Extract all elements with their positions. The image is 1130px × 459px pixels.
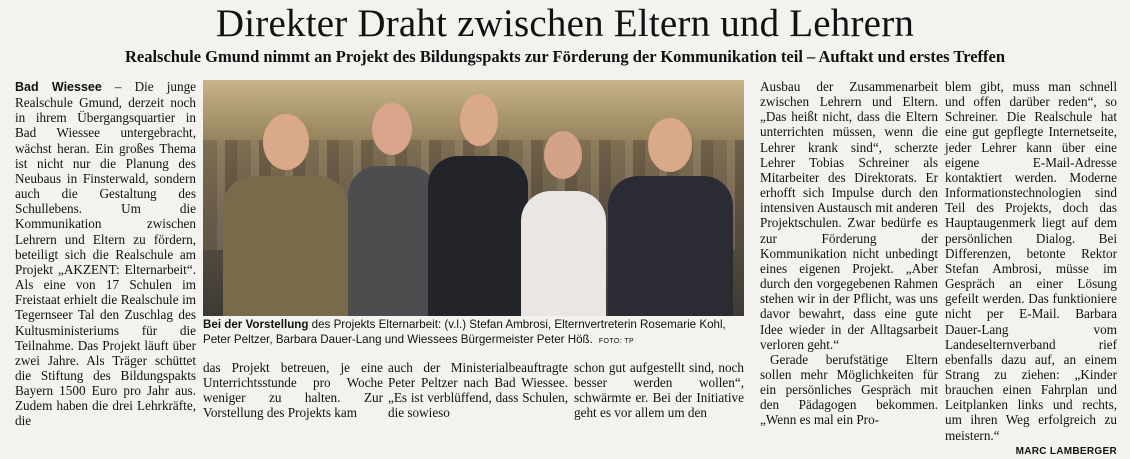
person-figure	[608, 116, 733, 316]
person-figure	[521, 131, 606, 316]
column-5-text-a: Ausbau der Zusammenarbeit zwischen Lehrern und Eltern. „Das heißt nicht, dass die Eltern unterrichten müssen, wenn die Lehrer krank sind“, scherzte Lehrer Tobias Schreiner als Mitarbeiter des Direktorats. Er erhofft sich Impulse durch den intensiven Austausch mit anderen Projektschulen. Zwar bedürfe es zur Förderung der Kommunikation nicht unbedingt eines eigenen Projekt. „Aber durch den vorgegebenen Rahmen stehen wir in der Pflicht, was uns davor bewahrt, dass eine gute Idee wieder in der Alltagsarbeit verloren geht.“	[760, 79, 938, 352]
person-figure	[428, 94, 528, 316]
article-column-5	[760, 79, 938, 433]
byline: MARC LAMBERGER	[1015, 445, 1117, 457]
subheadline: Realschule Gmund nimmt an Projekt des Bildungspakts zur Förderung der Kommunikation teil – Auftakt und erstes Treffen	[124, 47, 1006, 66]
article-column-2	[203, 360, 383, 432]
column-3-text: auch der Ministerialbeauftragte Peter Peltzer nach Bad Wiessee. „Es ist verblüffend, dass Schulen, die sowieso	[388, 360, 568, 421]
column-4-text: schon gut aufgestellt sind, noch besser werden wollen“, schwärmte er. Bei der Initiative geht es vor allem um den	[574, 360, 744, 421]
article-column-4	[574, 360, 744, 432]
dateline: Bad Wiessee	[15, 80, 102, 94]
headline: Direkter Draht zwischen Eltern und Lehrern	[215, 2, 915, 45]
article-column-1	[15, 79, 196, 433]
column-5-text-b: Gerade berufstätige Eltern sollen mehr Möglichkeiten für ein persönliches Gespräch mit den Pädagogen bekommen. „Wenn es mal ein Pro-	[760, 351, 938, 428]
person-figure	[348, 101, 438, 316]
column-1-text: – Die junge Realschule Gmund, derzeit noch in ihrem Übergangsquartier in Bad Wiessee untergebracht, wächst heran. Ein großes Thema ist nicht nur die Planung des Neubaus in Finsterwald, sondern auch die Gestaltung des Schullebens. Um die Kommunikation zwischen Lehrern und Eltern zu fördern, beteiligt sich die Realschule am Projekt „AKZENT: Elternarbeit“. Als eine von 17 Schulen im Freistaat erhielt die Realschule im Tegernseer Tal den Zuschlag des Kultusministeriums für die Teilnahme. Das Projekt läuft über zwei Jahre. Als Träger schüttet die Stiftung des Bildungspakts Bayern 1500 Euro pro Jahr aus. Zudem haben die drei Lehrkräfte, die	[15, 79, 197, 429]
photo-caption	[203, 318, 744, 349]
person-figure	[223, 106, 348, 316]
article-photo	[203, 80, 744, 316]
article-column-6	[945, 79, 1117, 457]
caption-text: des Projekts Elternarbeit: (v.l.) Stefan Ambrosi, Elternvertreterin Rosemarie Kohl, Peter Peltzer, Barbara Dauer-Lang und Wiessees Bürgermeister Peter Höß.	[203, 318, 726, 346]
column-6-text: blem gibt, muss man schnell und offen darüber reden“, so Schreiner. Die Realschule hat eine gut gepflegte Internetseite, jeder Lehrer kann über eine eigene E-Mail-Adresse kontaktiert werden. Moderne Informationstechnologien sind Teil des Projekts, doch das Hauptaugenmerk liegt auf dem persönlichen Dialog. Bei Differenzen, betonte Rektor Stefan Ambrosi, müsse im Gespräch an einer Lösung gefeilt werden. Das funktioniere nicht per E-Mail. Barbara Dauer-Lang vom Landeselternverband rief ebenfalls dazu auf, an einem Strang zu ziehen: „Kinder brauchen einen Fahrplan und Leitplanken links und rechts, um ihren Weg erfolgreich zu meistern.“	[945, 79, 1117, 443]
article-column-3	[388, 360, 568, 432]
caption-lead: Bei der Vorstellung	[203, 318, 309, 331]
column-2-text: das Projekt betreuen, je eine Unterrichtsstunde pro Woche weniger zu halten. Zur Vorstellung des Projekts kam	[203, 360, 383, 421]
photo-credit: FOTO: TP	[598, 337, 635, 345]
